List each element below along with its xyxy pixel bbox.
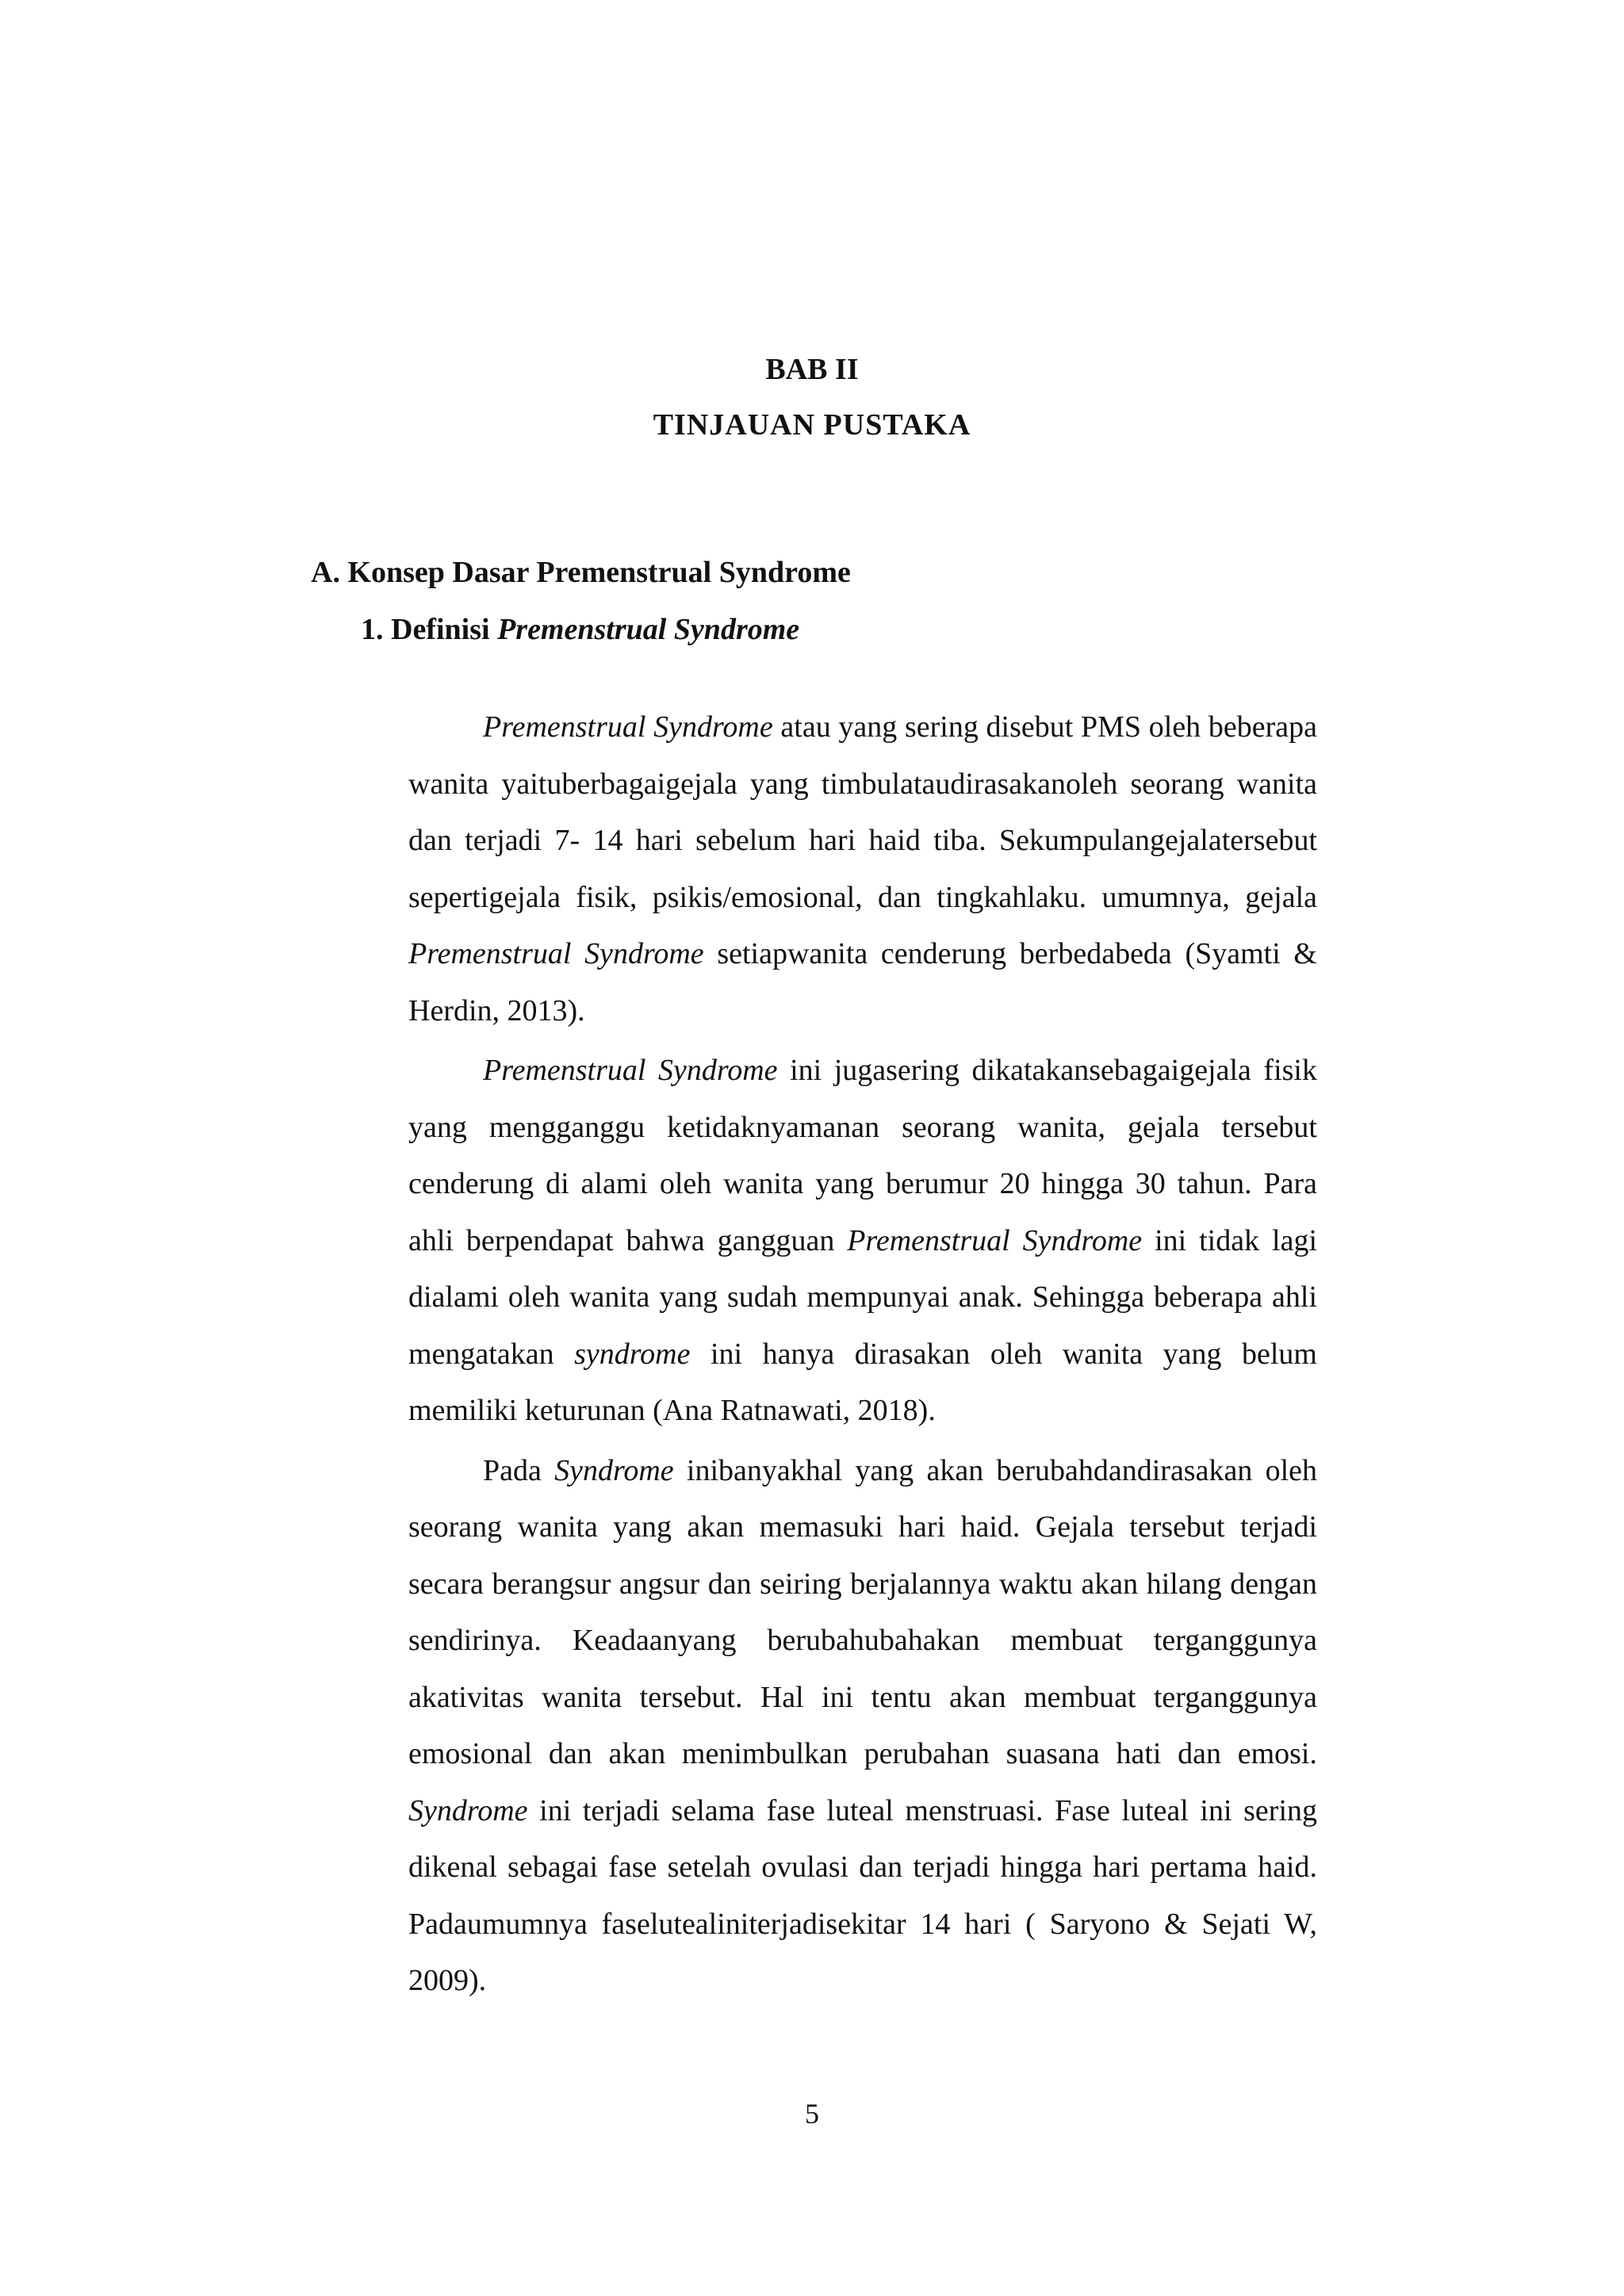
paragraph-1-segment: Premenstrual Syndrome: [408, 937, 704, 970]
paragraph-1-segment: setiapwanita cenderung berbedabeda (Syamti & Herdin, 2013).: [408, 937, 1317, 1027]
subsection-prefix: 1. Definisi: [361, 613, 498, 646]
chapter-number: BAB II: [765, 353, 859, 386]
paragraph-3: [408, 1443, 1317, 2010]
paragraph-1-segment: Premenstrual Syndrome: [483, 710, 773, 744]
paragraph-2-segment: ini hanya dirasakan oleh wanita yang belum memiliki keturunan (Ana Ratnawati, 2018).: [408, 1337, 1317, 1427]
paragraph-2-segment: ini tidak lagi dialami oleh wanita yang sudah mempunyai anak. Sehingga beberapa ahli mengatakan: [408, 1223, 1317, 1371]
paragraph-3-segment: Syndrome: [408, 1793, 528, 1827]
paragraph-3-segment: ini terjadi selama fase luteal menstruasi. Fase luteal ini sering dikenal sebagai fase setelah ovulasi dan terjadi hingga hari pertama haid. Padaumumnya faselutealiniterjadisekitar 14 hari ( Saryono & Sejati W, 2009).: [408, 1793, 1317, 1997]
page-number: 5: [805, 2098, 819, 2130]
paragraph-2: [408, 1043, 1317, 1440]
paragraph-1-segment: atau yang sering disebut PMS oleh beberapa wanita yaituberbagaigejala yang timbulataudirasakanoleh seorang wanita dan terjadi 7- 14 hari sebelum hari haid tiba. Sekumpulangejalatersebut sepertigejala fisik, psikis/emosional, dan tingkahlaku. umumnya, gejala: [408, 710, 1318, 914]
body-text: [408, 699, 1317, 2010]
paragraph-1: [408, 699, 1317, 1039]
subsection-term: Premenstrual Syndrome: [497, 613, 800, 646]
subsection-heading: [361, 612, 799, 647]
paragraph-3-segment: Pada: [483, 1453, 555, 1487]
paragraph-2-segment: Premenstrual Syndrome: [847, 1223, 1143, 1257]
paragraph-3-segment: Syndrome: [554, 1453, 674, 1487]
section-heading: A. Konsep Dasar Premenstrual Syndrome: [311, 556, 851, 589]
paragraph-2-segment: Premenstrual Syndrome: [483, 1054, 778, 1087]
paragraph-3-segment: inibanyakhal yang akan berubahdandirasakan oleh seorang wanita yang akan memasuki hari haid. Gejala tersebut terjadi secara berangsur angsur dan seiring berjalannya waktu akan hilang dengan sendirinya. Keadaanyang berubahubahakan membuat terganggunya akativitas wanita tersebut. Hal ini tentu akan membuat terganggunya emosional dan akan menimbulkan perubahan suasana hati dan emosi.: [408, 1453, 1317, 1770]
paragraph-2-segment: syndrome: [574, 1337, 691, 1371]
chapter-title: TINJAUAN PUSTAKA: [653, 408, 971, 442]
paragraph-2-segment: ini jugasering dikatakansebagaigejala fisik yang mengganggu ketidaknyamanan seorang wanita, gejala tersebut cenderung di alami oleh wanita yang berumur 20 hingga 30 tahun. Para ahli berpendapat bahwa gangguan: [408, 1054, 1317, 1257]
